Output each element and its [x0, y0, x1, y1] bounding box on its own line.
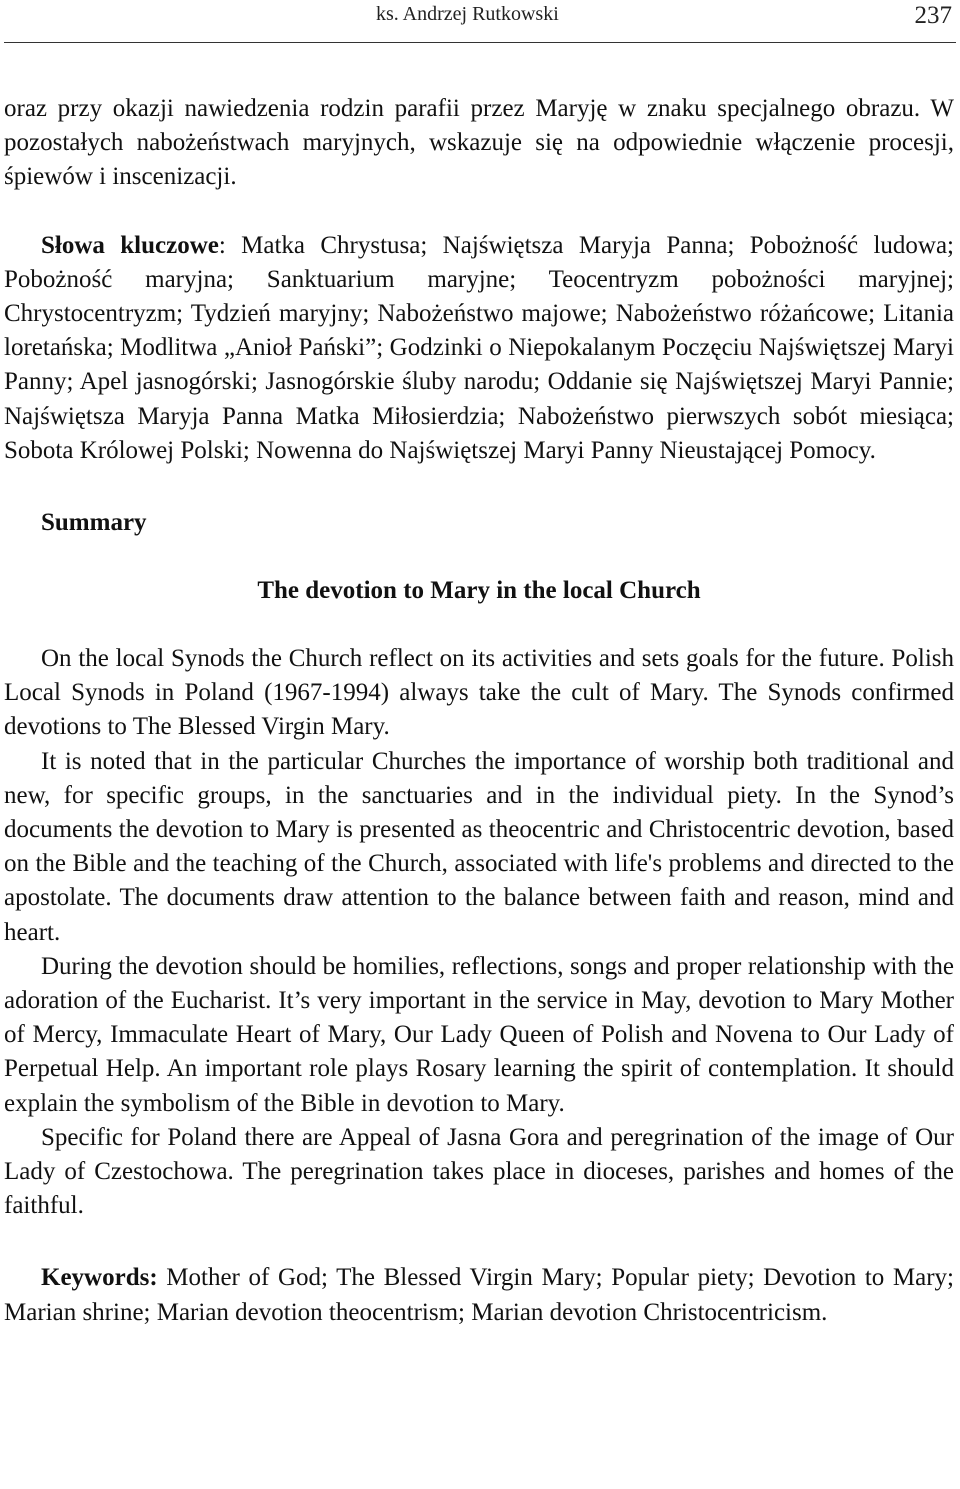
keywords-en-label: Keywords:: [41, 1264, 158, 1292]
keywords-en-paragraph: [4, 1261, 954, 1329]
header-rule: [4, 42, 956, 43]
intro-continuation-paragraph: oraz przy okazji nawiedzenia rodzin parafii przez Maryję w znaku specjalnego obrazu. W pozostałych nabożeństwach maryjnych, wskazuje się na odpowiednie włączenie procesji, śpiewów i inscenizacji.: [4, 95, 954, 191]
keywords-pl-text: : Matka Chrystusa; Najświętsza Maryja Panna; Pobożność ludowa; Pobożność maryjna; Sanktuarium maryjne; Teocentryzm pobożności maryjnej; Chrystocentryzm; Tydzień maryjny; Nabożeństwo majowe; Nabożeństwo różańcowe; Litania loretańska; Modlitwa „Anioł Pański”; Godzinki o Niepokalanym Poczęciu Najświętszej Maryi Panny; Apel jasnogórski; Jasnogórskie śluby narodu; Oddanie się Najświętszej Maryi Pannie; Najświętsza Maryja Panna Matka Miłosierdzia; Nabożeństwo pierwszych sobót miesiąca; Sobota Królowej Polski; Nowenna do Najświętszej Maryi Panny Nieustającej Pomocy.: [4, 231, 954, 464]
keywords-pl-paragraph: [4, 229, 954, 468]
keywords-en-text: Mother of God; The Blessed Virgin Mary; Popular piety; Devotion to Mary; Marian shrine; Marian devotion theocentrism; Marian devotion Christocentricism.: [4, 1264, 954, 1326]
summary-paragraph-4: Specific for Poland there are Appeal of Jasna Gora and peregrination of the image of Our Lady of Czestochowa. The peregrination takes place in dioceses, parishes and homes of the faithful.: [4, 1123, 954, 1220]
summary-paragraph-1: On the local Synods the Church reflect on its activities and sets goals for the future. Polish Local Synods in Poland (1967-1994) always take the cult of Mary. The Synods confirmed devotions to The Blessed Virgin Mary.: [4, 645, 954, 741]
summary-title: The devotion to Mary in the local Church: [257, 577, 701, 605]
page-content: [4, 92, 954, 1330]
header-author: ks. Andrzej Rutkowski: [376, 3, 559, 25]
summary-paragraph-3: During the devotion should be homilies, reflections, songs and proper relationship with the adoration of the Eucharist. It’s very important in the service in May, devotion to Mary Mother of Mercy, Immaculate Heart of Mary, Our Lady Queen of Polish and Novena to Our Lady of Perpetual Help. An important role plays Rosary learning the spirit of contemplation. It should explain the symbolism of the Bible in devotion to Mary.: [4, 952, 954, 1117]
keywords-pl-label: Słowa kluczowe: [41, 231, 219, 259]
page-number: 237: [914, 2, 952, 29]
summary-heading: Summary: [41, 509, 147, 537]
summary-paragraph-2: It is noted that in the particular Churches the importance of worship both traditional and new, for specific groups, in the sanctuaries and in the individual piety. In the Synod’s documents the devotion to Mary is presented as theocentric and Christocentric devotion, based on the Bible and the teaching of the Church, associated with life's problems and directed to the apostolate. The documents draw attention to the balance between faith and reason, mind and heart.: [4, 747, 954, 946]
running-header: [0, 0, 960, 40]
